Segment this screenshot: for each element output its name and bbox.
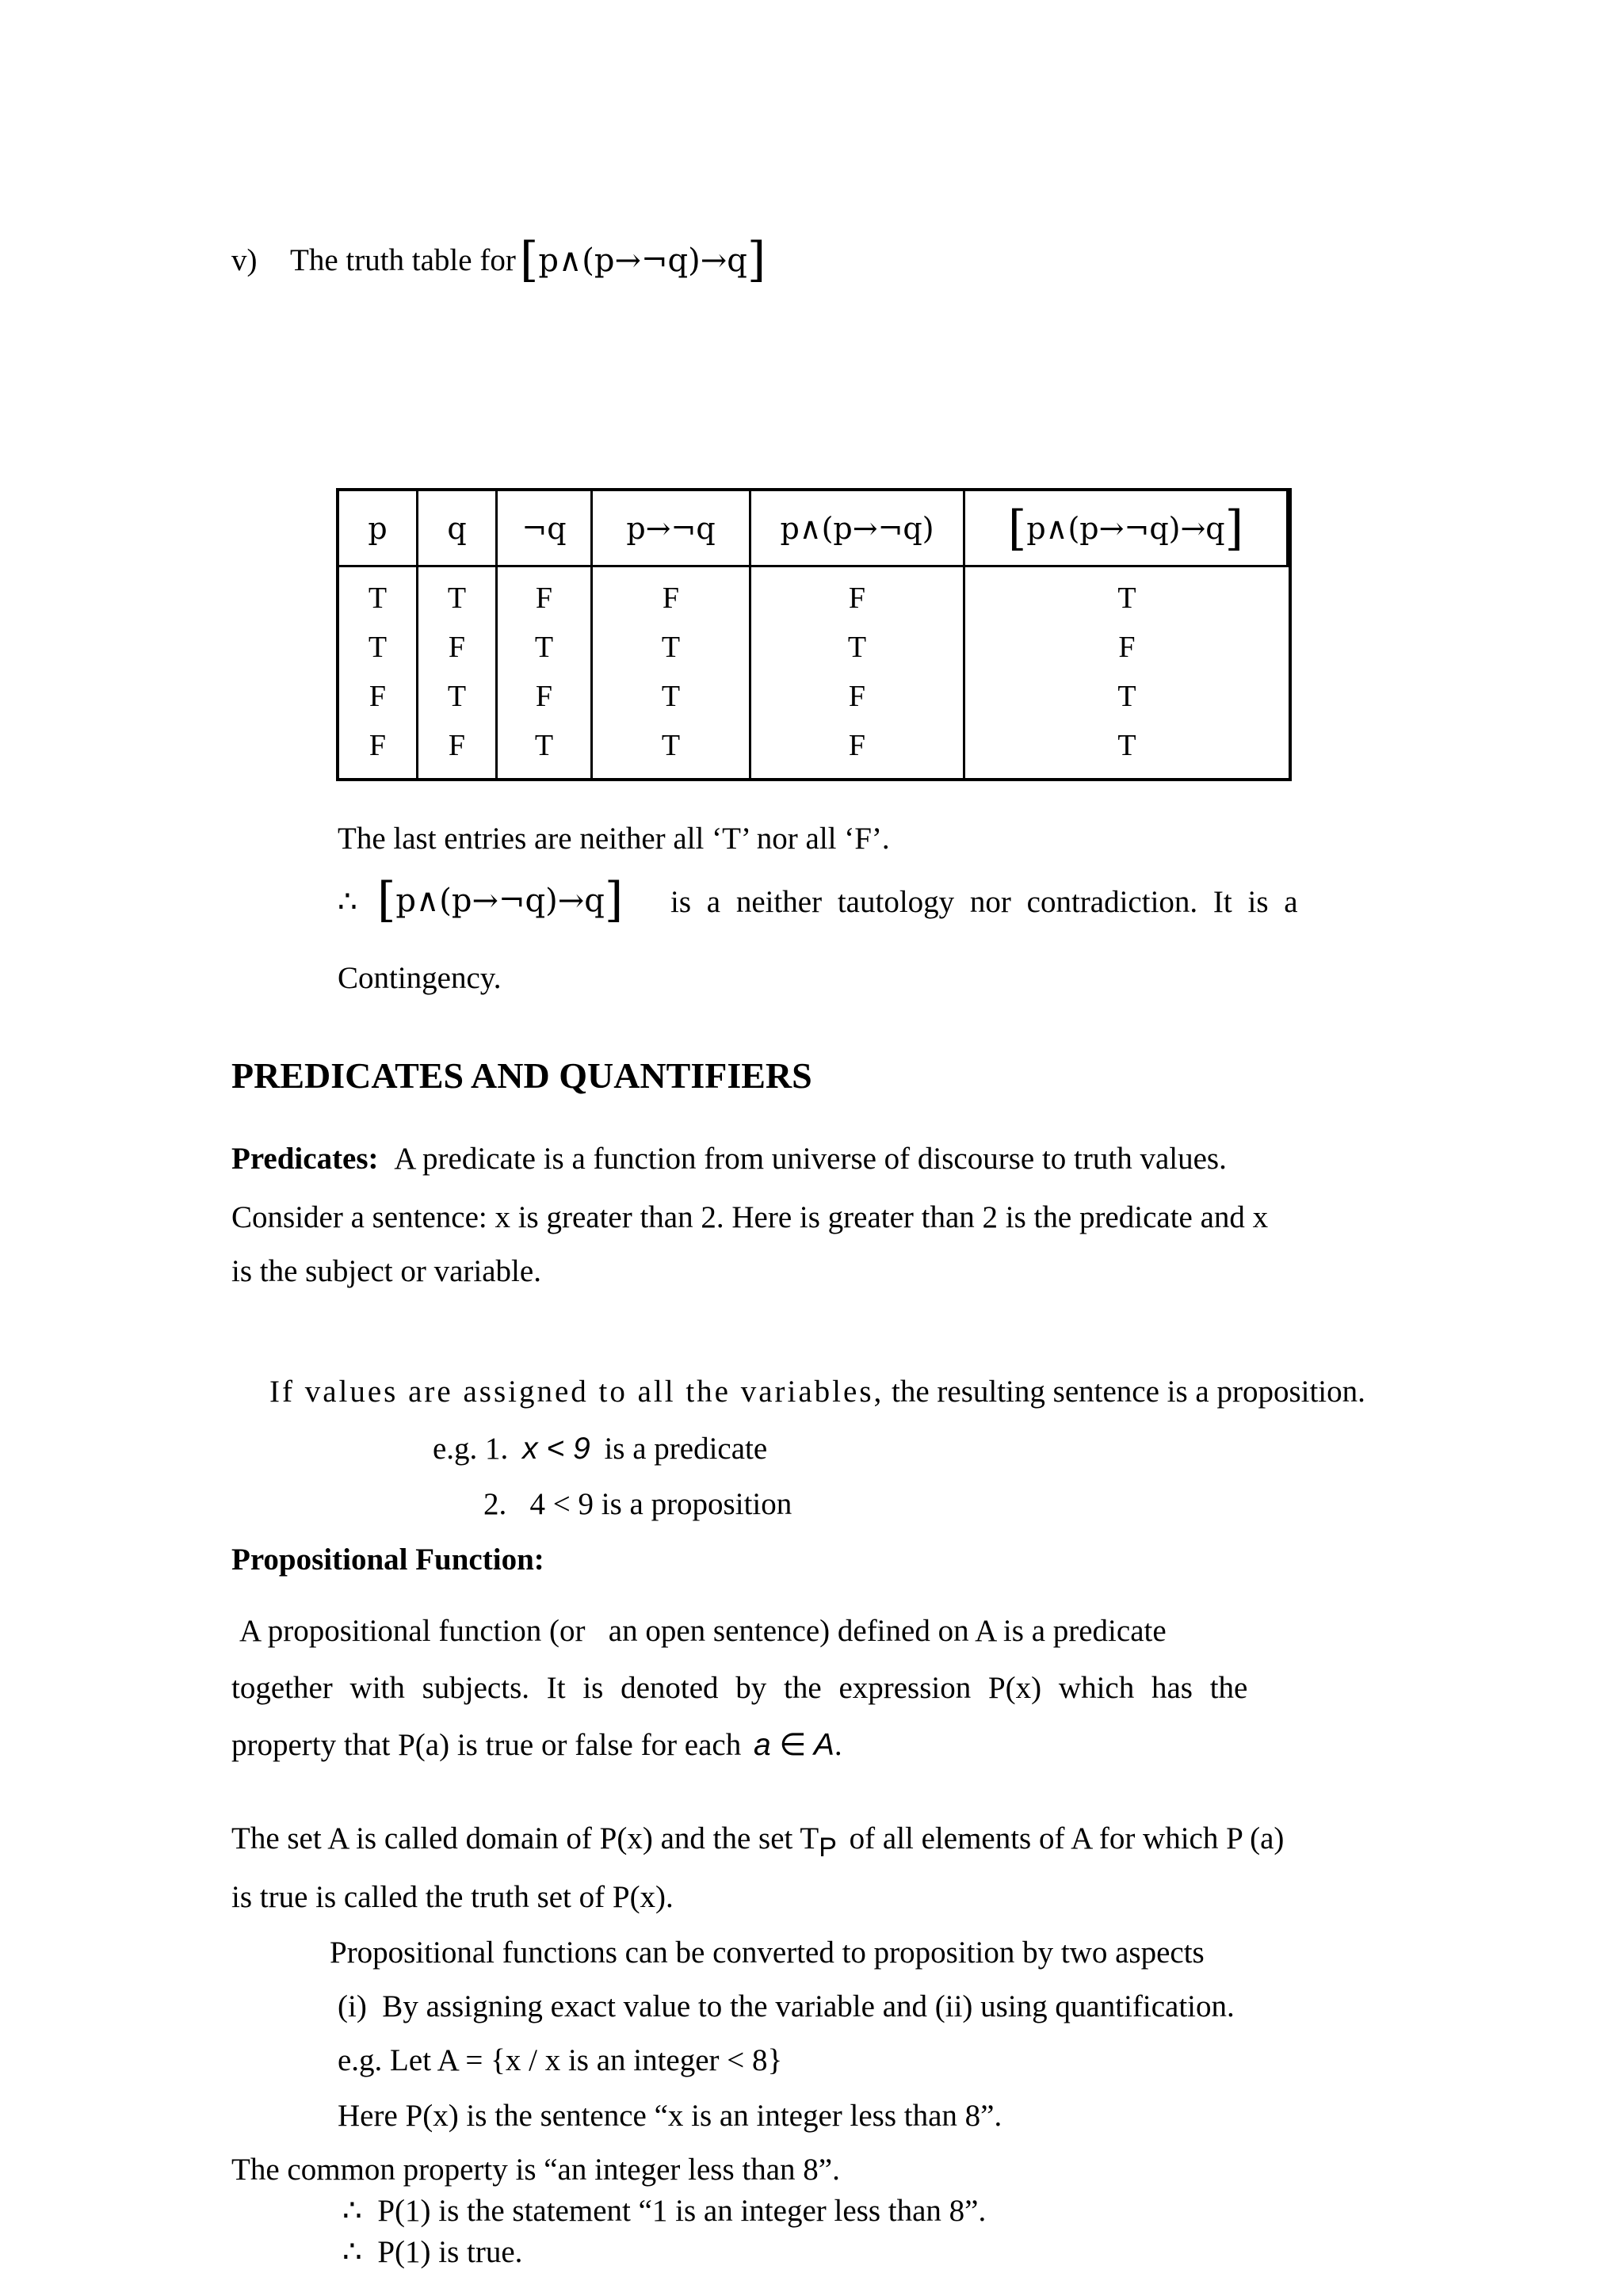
table-header: p∧(p→¬q): [751, 491, 965, 567]
predicates-assign: [269, 1374, 1365, 1411]
conclusion-line3: Contingency.: [338, 961, 502, 995]
propfunc-t1: ∴ P(1) is the statement “1 is an integer less than 8”.: [342, 2194, 987, 2228]
table-header: q: [418, 491, 498, 567]
table-column: [965, 567, 1289, 778]
table-cell: T: [534, 631, 554, 664]
l3-text: property that P(a) is true or false for each: [231, 1728, 742, 1762]
l3-expr: a ∈ A: [753, 1728, 834, 1762]
table-cell: T: [1117, 729, 1136, 762]
table-header: ¬q: [498, 491, 593, 567]
table-cell: T: [368, 582, 388, 615]
section-heading: PREDICATES AND QUANTIFIERS: [231, 1055, 812, 1096]
table-cell: T: [1117, 582, 1136, 615]
propfunc-l3: [231, 1727, 842, 1764]
assign-spaced: If values are assigned to all the variables,: [269, 1375, 884, 1409]
eg1-prefix: e.g. 1.: [433, 1432, 509, 1466]
propfunc-l2: together with subjects. It is denoted by the expression P(x) which has the: [231, 1671, 1248, 1705]
table-cell: T: [661, 680, 681, 713]
section-formula: [520, 231, 766, 288]
predicates-eg2: 2. 4 < 9 is a proposition: [483, 1487, 792, 1521]
table-header: p→¬q: [593, 491, 751, 567]
conclusion-line1: The last entries are neither all ‘T’ nor all ‘F’.: [338, 822, 890, 856]
propfunc-set-l1: [231, 1821, 1284, 1864]
truth-table: [336, 488, 1292, 781]
right-bracket: ]: [604, 872, 624, 928]
predicates-p2: is the subject or variable.: [231, 1254, 541, 1288]
table-cell: F: [848, 582, 866, 615]
propfunc-l1: A propositional function (or an open sentence) defined on A is a predicate: [239, 1614, 1167, 1648]
table-cell: T: [447, 680, 467, 713]
section-label: v): [231, 243, 258, 277]
table-cell: T: [661, 631, 681, 664]
formula-text: p∧(p→¬q)→q: [538, 242, 747, 279]
table-cell: T: [1117, 680, 1136, 713]
conclusion-line2: is a neither tautology nor contradiction. It is a: [670, 885, 1298, 919]
propfunc-eg: e.g. Let A = {x / x is an integer < 8}: [338, 2043, 783, 2077]
l3-end: .: [834, 1728, 842, 1762]
table-cell: F: [535, 582, 553, 615]
set-l1b: of all elements of A for which P (a): [849, 1821, 1285, 1855]
conclusion-formula: [377, 871, 623, 929]
table-column: [339, 567, 418, 778]
propfunc-t2: ∴ P(1) is true.: [342, 2235, 523, 2269]
table-column: [418, 567, 498, 778]
propfunc-label: Propositional Function:: [231, 1543, 544, 1577]
table-cell: F: [448, 631, 466, 664]
table-header: p: [339, 491, 418, 567]
set-sub: P: [819, 1833, 837, 1863]
right-bracket: ]: [747, 232, 766, 288]
propfunc-set-l2: is true is called the truth set of P(x).: [231, 1880, 674, 1914]
assign-normal: the resulting sentence is a proposition.: [892, 1375, 1365, 1409]
left-bracket: [: [520, 232, 539, 288]
table-cell: T: [447, 582, 467, 615]
table-cell: F: [369, 680, 387, 713]
conclusion-therefore: ∴: [338, 884, 357, 920]
eg1-expr: x < 9: [522, 1432, 590, 1466]
predicates-label: Predicates:: [231, 1142, 379, 1176]
predicates-p1: Consider a sentence: x is greater than 2. Here is greater than 2 is the predicate and x: [231, 1200, 1269, 1234]
table-cell: T: [847, 631, 867, 664]
table-column: [751, 567, 965, 778]
table-cell: F: [848, 729, 866, 762]
table-column: [498, 567, 593, 778]
table-cell: F: [1118, 631, 1136, 664]
predicates-definition: [231, 1141, 1227, 1178]
left-bracket: [: [377, 872, 396, 928]
table-cell: F: [848, 680, 866, 713]
table-cell: T: [534, 729, 554, 762]
table-cell: F: [369, 729, 387, 762]
propfunc-here: Here P(x) is the sentence “x is an integer less than 8”.: [338, 2099, 1002, 2133]
formula-text: p∧(p→¬q)→q: [395, 883, 605, 919]
eg1-suffix: is a predicate: [604, 1432, 768, 1466]
predicates-eg1: [433, 1431, 767, 1468]
table-cell: T: [368, 631, 388, 664]
left-bracket: [: [1007, 500, 1027, 556]
table-cell: F: [662, 582, 680, 615]
right-bracket: ]: [1224, 500, 1244, 556]
table-column: [593, 567, 751, 778]
header-formula: p∧(p→¬q)→q: [1026, 510, 1225, 546]
propfunc-conv2: (i) By assigning exact value to the variable and (ii) using quantification.: [338, 1989, 1235, 2023]
set-l1a: The set A is called domain of P(x) and the set T: [231, 1821, 819, 1855]
predicates-def: A predicate is a function from universe of discourse to truth values.: [394, 1142, 1227, 1176]
propfunc-conv1: Propositional functions can be converted to proposition by two aspects: [330, 1936, 1205, 1970]
table-cell: F: [448, 729, 466, 762]
table-header-last: [965, 491, 1289, 567]
table-cell: T: [661, 729, 681, 762]
table-cell: F: [535, 680, 553, 713]
section-text: The truth table for: [290, 243, 516, 277]
propfunc-common: The common property is “an integer less than 8”.: [231, 2153, 840, 2187]
